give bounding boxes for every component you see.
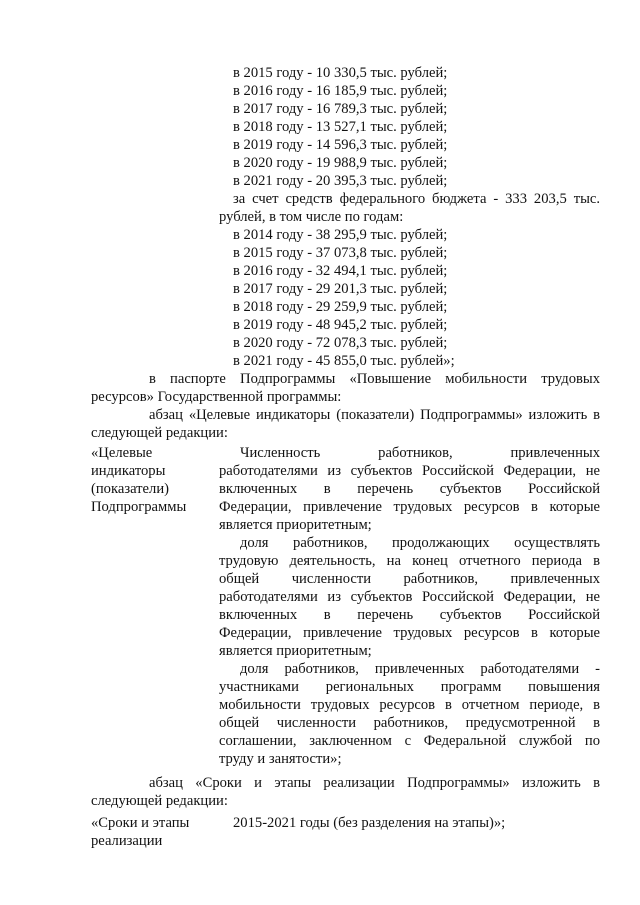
terms-value: 2015-2021 годы (без разделения на этапы)»; [233, 815, 506, 831]
funding-line: в 2021 году - 20 395,3 тыс. рублей; [233, 173, 448, 189]
terms-label-line: реализации [91, 833, 163, 849]
funding-line: в 2016 году - 16 185,9 тыс. рублей; [233, 83, 448, 99]
indicator-p2-line: Федерации, привлечение трудовых ресурсов в которые [219, 625, 600, 641]
funding-line: в 2017 году - 29 201,3 тыс. рублей; [233, 281, 448, 297]
funding-line: в 2021 году - 45 855,0 тыс. рублей»; [233, 353, 455, 369]
abzac1-line1: абзац «Целевые индикаторы (показатели) Подпрограммы» изложить в [149, 407, 600, 423]
abzac2-line2: следующей редакции: [91, 793, 228, 809]
indicators-label-line: (показатели) [91, 481, 169, 497]
passport-para-line1: в паспорте Подпрограммы «Повышение мобильности трудовых [149, 371, 600, 387]
indicator-p3-line: труду и занятости»; [219, 751, 342, 767]
terms-label-line: «Сроки и этапы [91, 815, 190, 831]
funding-line: в 2014 году - 38 295,9 тыс. рублей; [233, 227, 448, 243]
abzac2-line1: абзац «Сроки и этапы реализации Подпрограммы» изложить в [149, 775, 600, 791]
funding-line: в 2019 году - 48 945,2 тыс. рублей; [233, 317, 448, 333]
indicator-p1-line: Численность работников, привлеченных [240, 445, 600, 461]
funding-line: в 2018 году - 13 527,1 тыс. рублей; [233, 119, 448, 135]
funding-line: в 2018 году - 29 259,9 тыс. рублей; [233, 299, 448, 315]
federal-intro-line1: за счет средств федерального бюджета - 333 203,5 тыс. [233, 191, 600, 207]
funding-line: в 2017 году - 16 789,3 тыс. рублей; [233, 101, 448, 117]
indicator-p3-line: общей численности работников, предусмотренной в [219, 715, 600, 731]
indicator-p2-line: является приоритетным; [219, 643, 372, 659]
indicator-p1-line: является приоритетным; [219, 517, 372, 533]
funding-line: в 2020 году - 72 078,3 тыс. рублей; [233, 335, 448, 351]
indicator-p2-line: включенных в перечень субъектов Российской [219, 607, 600, 623]
indicator-p2-line: трудовую деятельность, на конец отчетного периода в [219, 553, 600, 569]
indicator-p1-line: включенных в перечень субъектов Российской [219, 481, 600, 497]
passport-para-line2: ресурсов» Государственной программы: [91, 389, 342, 405]
abzac1-line2: следующей редакции: [91, 425, 228, 441]
funding-line: в 2019 году - 14 596,3 тыс. рублей; [233, 137, 448, 153]
funding-line: в 2015 году - 10 330,5 тыс. рублей; [233, 65, 448, 81]
federal-intro-line2: рублей, в том числе по годам: [219, 209, 404, 225]
indicator-p2-line: работодателями из субъектов Российской Федерации, не [219, 589, 600, 605]
indicator-p3-line: мобильности трудовых ресурсов в отчетном периоде, в [219, 697, 600, 713]
indicators-label-line: индикаторы [91, 463, 166, 479]
indicator-p1-line: Федерации, привлечение трудовых ресурсов в которые [219, 499, 600, 515]
indicator-p1-line: работодателями из субъектов Российской Федерации, не [219, 463, 600, 479]
indicator-p3-line: соглашении, заключенном с Федеральной службой по [219, 733, 600, 749]
indicator-p2-line: доля работников, продолжающих осуществлять [240, 535, 600, 551]
indicator-p3-line: участниками региональных программ повышения [219, 679, 600, 695]
funding-line: в 2020 году - 19 988,9 тыс. рублей; [233, 155, 448, 171]
indicator-p3-line: доля работников, привлеченных работодателями - [240, 661, 600, 677]
funding-line: в 2015 году - 37 073,8 тыс. рублей; [233, 245, 448, 261]
funding-line: в 2016 году - 32 494,1 тыс. рублей; [233, 263, 448, 279]
indicators-label-line: Подпрограммы [91, 499, 187, 515]
indicators-label-line: «Целевые [91, 445, 153, 461]
indicator-p2-line: общей численности работников, привлеченных [219, 571, 600, 587]
